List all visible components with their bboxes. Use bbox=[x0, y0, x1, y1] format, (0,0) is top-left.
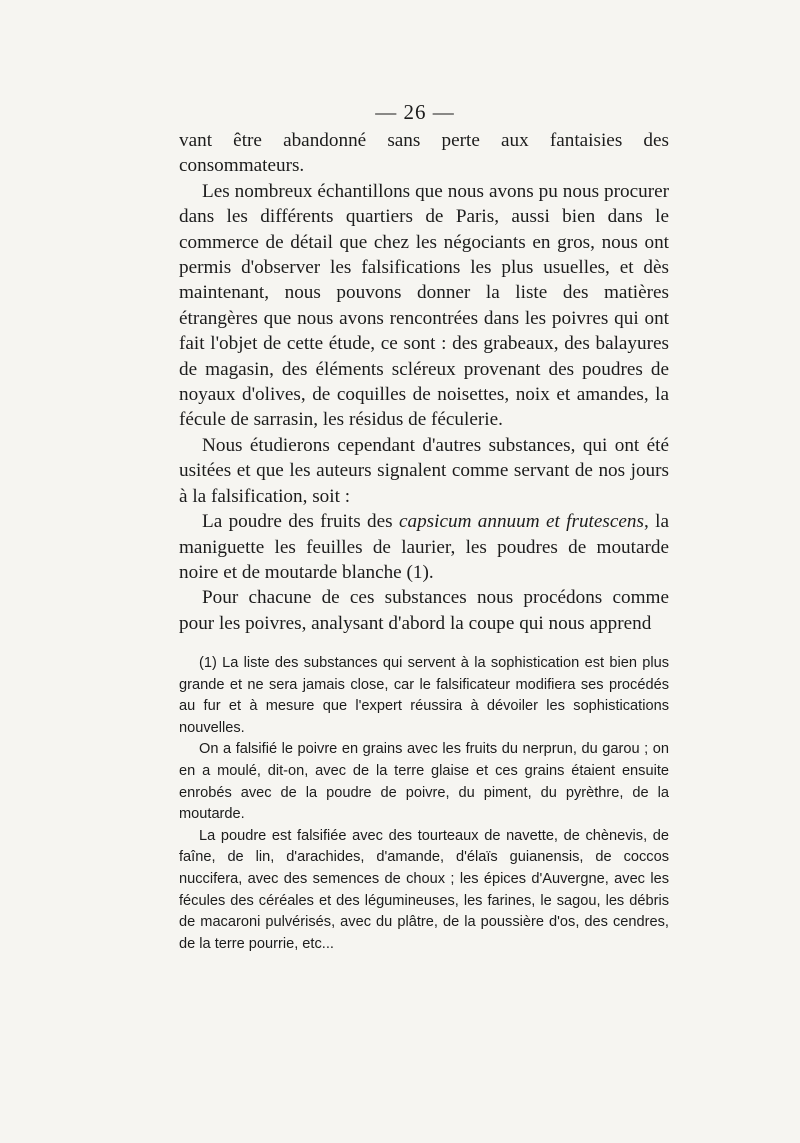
paragraph-continued: vant être abandonné sans perte aux fantaisies des consommateurs. bbox=[179, 130, 669, 177]
capsicum-text-start: La poudre des fruits des bbox=[202, 511, 399, 533]
paragraph-samples: Les nombreux échantillons que nous avons pu nous procurer dans les différents quartiers de Paris, aussi bien dans le commerce de détail que chez les négociants en gros, nous ont permis d'observer les falsifications les plus usuelles, et dès maintenant, nous pouvons donner la liste des matières étrangères que nous avons rencontrées dans les poivres qui ont fait l'objet de cette étude, ce sont : des grabeaux, des balayures de magasin, des éléments scléreux provenant des poudres de noyaux d'olives, de coquilles de noisettes, noix et amandes, la fécule de sarrasin, les résidus de féculerie. bbox=[179, 180, 669, 431]
capsicum-species-italic: capsicum annuum et frutescens bbox=[398, 511, 644, 533]
footnote-powder: La poudre est falsifiée avec des tourteaux de navette, de chènevis, de faîne, de lin, d'arachides, d'amande, d'élaïs guianensis, de coccos nuccifera, avec des semences de choux ; les épices d'Auvergne, avec les fécules des céréales et des légumineuses, les farines, le sagou, les débris de macaroni pulvérisés, avec du plâtre, de la poussière d'os, des cendres, de la terre pourrie, etc... bbox=[179, 827, 669, 952]
page-number: — 26 — bbox=[375, 100, 455, 124]
footnote-1: (1) La liste des substances qui servent à la sophistication est bien plus grande et ne sera jamais close, car le falsificateur modifiera ses procédés au fur et à mesure que l'expert réussira à dévoiler les sophistications nouvelles. bbox=[179, 655, 669, 736]
main-text bbox=[179, 128, 669, 636]
footnotes bbox=[179, 653, 669, 955]
paragraph-capsicum bbox=[179, 509, 669, 585]
capsicum-text-end: , la maniguette les feuilles de laurier, les poudres de moutarde noire et de moutarde blanche (1). bbox=[179, 511, 669, 583]
paragraph-other-substances: Nous étudierons cependant d'autres substances, qui ont été usitées et que les auteurs signalent comme servant de nos jours à la falsification, soit : bbox=[179, 434, 669, 507]
footnote-grains: On a falsifié le poivre en grains avec les fruits du nerprun, du garou ; on en a moulé, dit-on, avec de la terre glaise et ces grains étaient ensuite enrobés avec de la poudre de poivre, du piment, du pyrèthre, de la moutarde. bbox=[179, 741, 669, 823]
paragraph-procedure: Pour chacune de ces substances nous procédons comme pour les poivres, analysant d'abord la coupe qui nous apprend bbox=[179, 587, 669, 634]
